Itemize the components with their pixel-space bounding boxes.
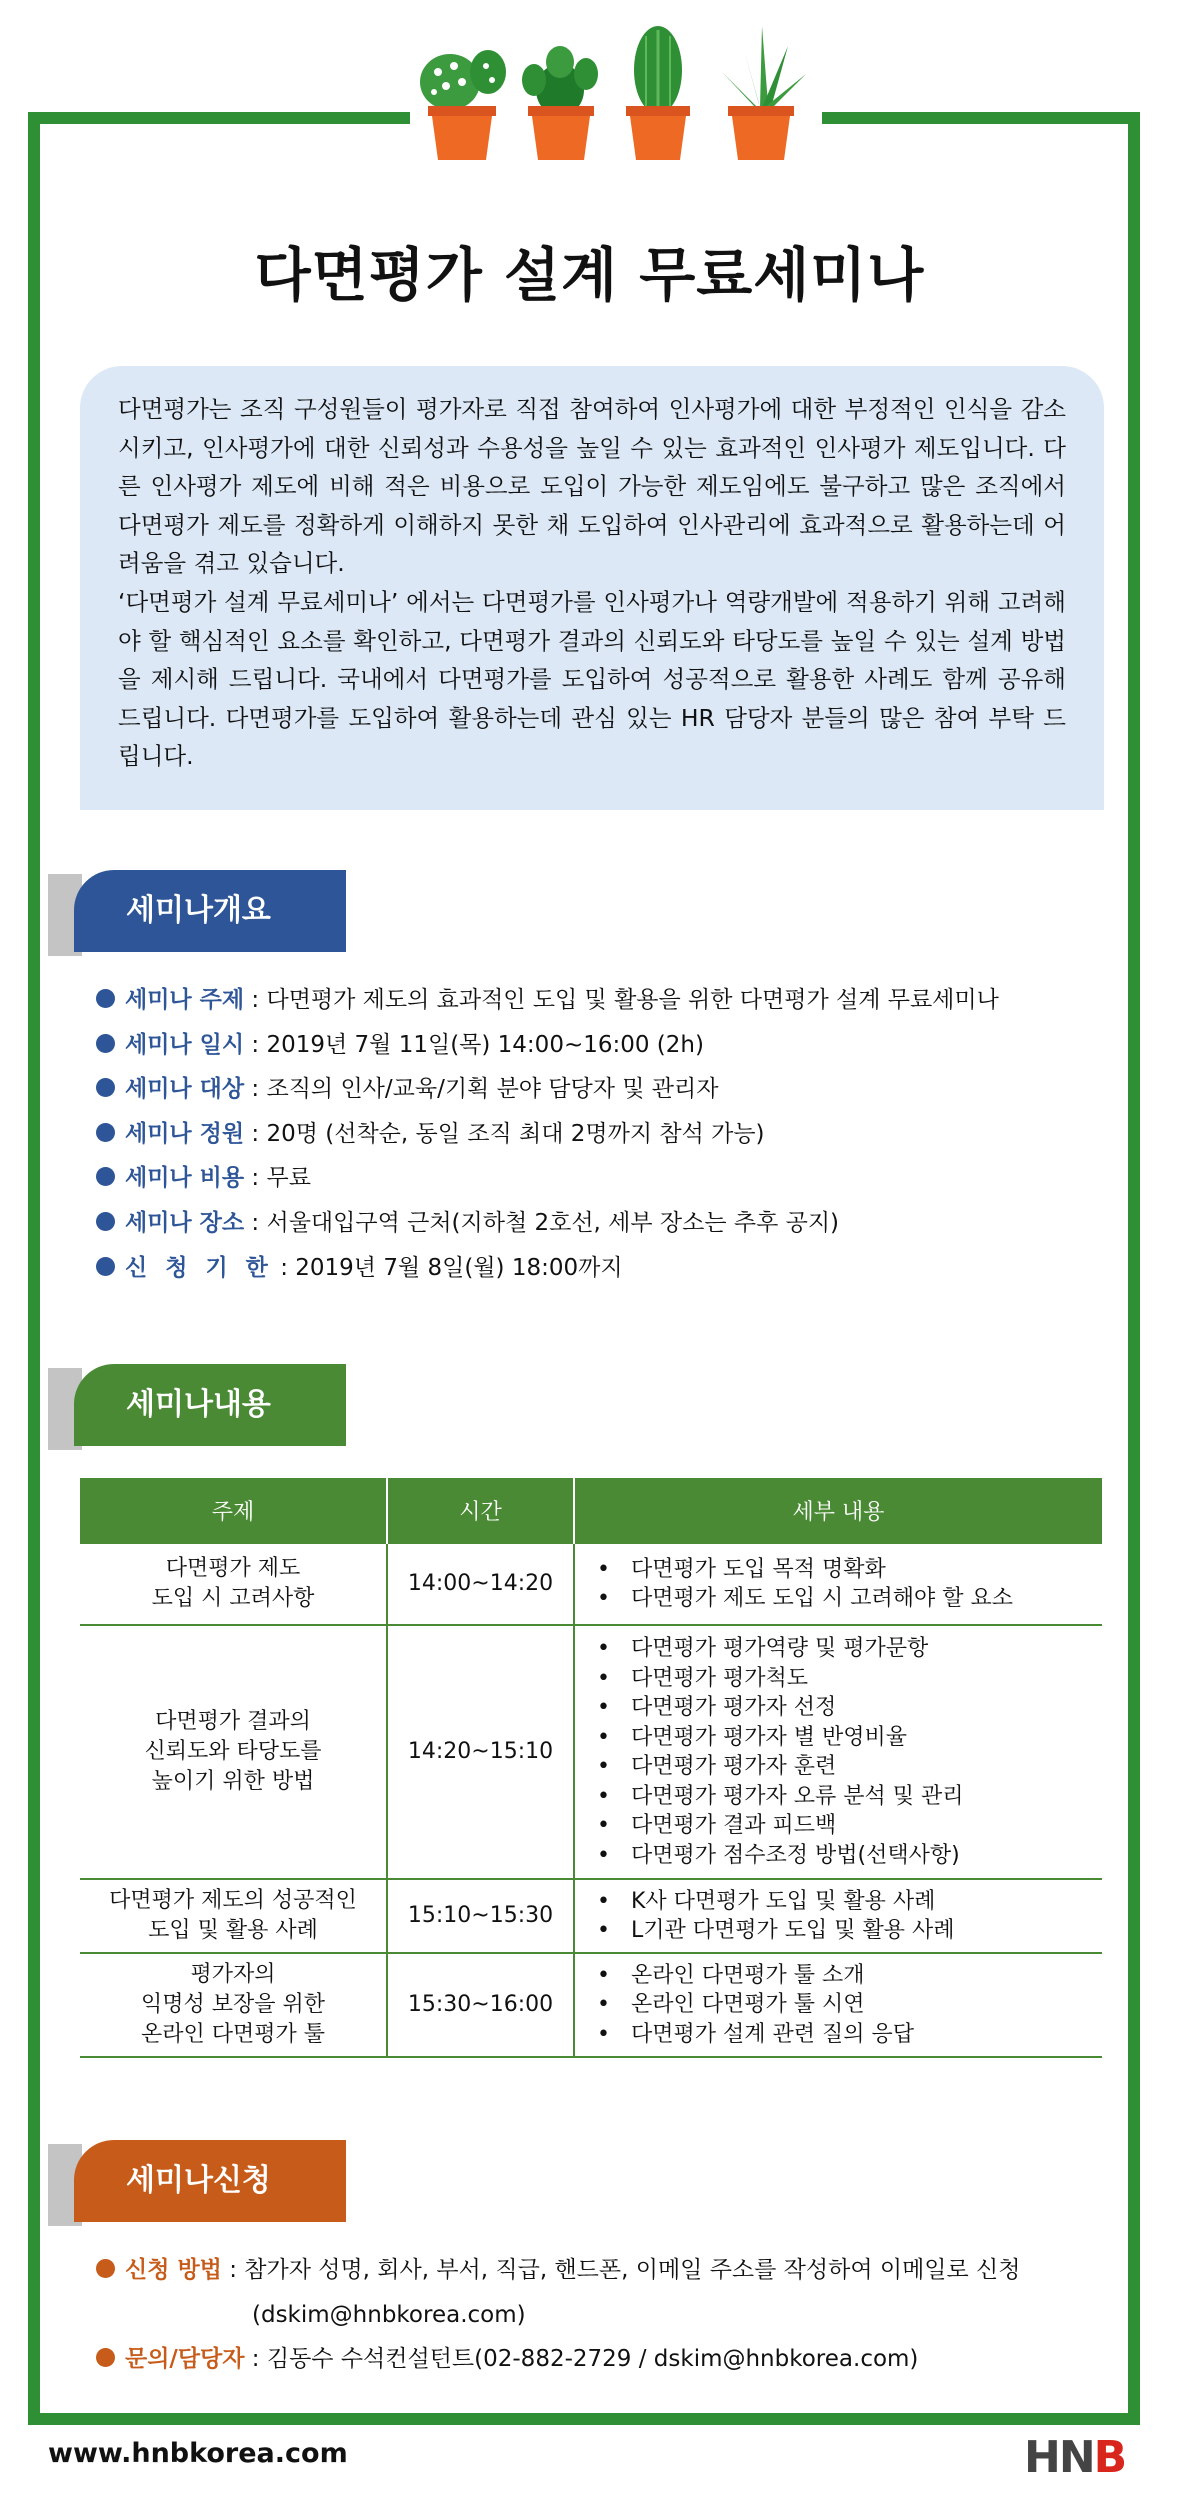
list-item: • 다면평가 제도 도입 시 고려해야 할 요소	[597, 1584, 1094, 1614]
time-cell: 14:00~14:20	[387, 1543, 574, 1625]
list-item: • 다면평가 평가자 훈련	[597, 1752, 1094, 1782]
cactus-2-icon	[522, 46, 598, 160]
section-header-apply	[48, 2140, 348, 2226]
item-value: : 20명 (선착순, 동일 조직 최대 2명까지 참석 가능)	[244, 1120, 765, 1147]
time-cell: 15:10~15:30	[387, 1879, 574, 1953]
list-item: • 다면평가 평가자 별 반영비율	[597, 1723, 1094, 1753]
overview-item-location	[96, 1201, 999, 1246]
item-value: : 2019년 7월 8일(월) 18:00까지	[272, 1254, 623, 1281]
website-link[interactable]: www.hnbkorea.com	[48, 2438, 348, 2469]
item-label: 세미나 일시	[125, 1031, 245, 1058]
table-row	[80, 1953, 1102, 2057]
details-cell	[574, 1879, 1102, 1953]
list-item: • 다면평가 평가자 오류 분석 및 관리	[597, 1782, 1094, 1812]
item-label: 세미나 주제	[125, 987, 245, 1013]
topic-cell: 다면평가 제도의 성공적인 도입 및 활용 사례	[80, 1879, 387, 1953]
apply-list	[96, 2248, 1020, 2382]
overview-list	[96, 978, 999, 1290]
section-header-content	[48, 1364, 348, 1450]
table-row	[80, 1543, 1102, 1625]
bullet-icon	[96, 1257, 115, 1276]
section-title: 세미나신청	[74, 2140, 346, 2222]
item-label: 세미나 정원	[125, 1120, 245, 1147]
item-value: : 서울대입구역 근처(지하철 2호선, 세부 장소는 추후 공지)	[244, 1209, 840, 1236]
bullet-icon	[96, 1167, 115, 1186]
cactus-1-icon	[420, 50, 506, 160]
bullet-icon	[96, 989, 115, 1008]
list-item: • 온라인 다면평가 툴 시연	[597, 1990, 1094, 2020]
overview-item-capacity	[96, 1112, 999, 1157]
item-label: 세미나 대상	[125, 1076, 245, 1103]
item-value: : 다면평가 제도의 효과적인 도입 및 활용을 위한 다면평가 설계 무료세미나	[244, 987, 999, 1013]
overview-item-cost	[96, 1156, 999, 1201]
item-label: 세미나 비용	[125, 1165, 245, 1192]
topic-cell: 다면평가 결과의 신뢰도와 타당도를 높이기 위한 방법	[80, 1625, 387, 1879]
list-item: • 다면평가 점수조정 방법(선택사항)	[597, 1841, 1094, 1871]
bullet-icon	[96, 2348, 115, 2367]
section-header-overview	[48, 870, 348, 956]
list-item: • 다면평가 도입 목적 명확화	[597, 1555, 1094, 1585]
details-cell	[574, 1625, 1102, 1879]
item-value: : 김동수 수석컨설턴트(02-882-2729 / dskim@hnbkorea.com)	[244, 2346, 919, 2373]
list-item: • K사 다면평가 도입 및 활용 사례	[597, 1887, 1094, 1917]
hnb-logo: HNB	[1024, 2432, 1126, 2483]
details-cell	[574, 1953, 1102, 2057]
list-item: • 다면평가 설계 관련 질의 응답	[597, 2020, 1094, 2050]
overview-item-topic	[96, 978, 999, 1023]
item-label: 문의/담당자	[125, 2346, 245, 2373]
cactus-illustration	[410, 20, 822, 170]
schedule-table	[80, 1478, 1102, 2058]
bullet-icon	[96, 1078, 115, 1097]
column-header-time: 시간	[387, 1478, 574, 1543]
item-label: 신청 방법	[125, 2257, 222, 2283]
column-header-details: 세부 내용	[574, 1478, 1102, 1543]
apply-item-contact	[96, 2337, 1020, 2382]
item-value: : 조직의 인사/교육/기획 분야 담당자 및 관리자	[244, 1076, 719, 1103]
list-item: • 다면평가 평가자 선정	[597, 1693, 1094, 1723]
topic-cell: 다면평가 제도 도입 시 고려사항	[80, 1543, 387, 1625]
cactus-4-icon	[722, 26, 806, 160]
bullet-icon	[96, 1123, 115, 1142]
apply-item-method	[96, 2248, 1020, 2293]
list-item: • 다면평가 평가척도	[597, 1664, 1094, 1694]
item-value: : 참가자 성명, 회사, 부서, 직급, 핸드폰, 이메일 주소를 작성하여 이메일로 신청	[221, 2257, 1021, 2283]
overview-item-audience	[96, 1067, 999, 1112]
apply-email-link[interactable]: (dskim@hnbkorea.com)	[252, 2301, 526, 2328]
column-header-topic: 주제	[80, 1478, 387, 1543]
list-item: • 온라인 다면평가 툴 소개	[597, 1961, 1094, 1991]
bullet-icon	[96, 2259, 115, 2278]
topic-cell: 평가자의 익명성 보장을 위한 온라인 다면평가 툴	[80, 1953, 387, 2057]
page-title: 다면평가 설계 무료세미나	[254, 241, 925, 309]
section-title: 세미나내용	[74, 1364, 346, 1446]
intro-box	[80, 366, 1104, 810]
table-row	[80, 1625, 1102, 1879]
details-cell	[574, 1543, 1102, 1625]
list-item: • 다면평가 결과 피드백	[597, 1811, 1094, 1841]
item-label: 신 청 기 한	[125, 1254, 273, 1281]
item-value: : 2019년 7월 11일(목) 14:00~16:00 (2h)	[244, 1031, 704, 1058]
intro-paragraph-2: ‘다면평가 설계 무료세미나’ 에서는 다면평가를 인사평가나 역량개발에 적용하기 위해 고려해야 할 핵심적인 요소를 확인하고, 다면평가 결과의 신뢰도와 타당도를 높일 수 있는 설계 방법을 제시해 드립니다. 국내에서 다면평가를 도입하여 성공적으로 활용한 사례도 함께 공유해 드립니다. 다면평가를 도입하여 활용하는데 관심 있는 HR 담당자 분들의 많은 참여 부탁 드립니다.	[118, 587, 1066, 771]
time-cell: 14:20~15:10	[387, 1625, 574, 1879]
bullet-icon	[96, 1034, 115, 1053]
item-label: 세미나 장소	[125, 1209, 245, 1236]
table-row	[80, 1879, 1102, 1953]
time-cell: 15:30~16:00	[387, 1953, 574, 2057]
overview-item-deadline	[96, 1246, 999, 1291]
apply-item-email	[96, 2293, 1020, 2338]
list-item: • 다면평가 평가역량 및 평가문항	[597, 1634, 1094, 1664]
list-item: • L기관 다면평가 도입 및 활용 사례	[597, 1916, 1094, 1946]
bullet-icon	[96, 1212, 115, 1231]
intro-paragraph-1: 다면평가는 조직 구성원들이 평가자로 직접 참여하여 인사평가에 대한 부정적인 인식을 감소시키고, 인사평가에 대한 신뢰성과 수용성을 높일 수 있는 효과적인 인사평가 제도입니다. 다른 인사평가 제도에 비해 적은 비용으로 도입이 가능한 제도임에도 불구하고 많은 조직에서 다면평가 제도를 정확하게 이해하지 못한 채 도입하여 인사관리에 효과적으로 활용하는데 어려움을 겪고 있습니다.	[118, 395, 1066, 578]
section-title: 세미나개요	[74, 870, 346, 952]
cactus-3-icon	[626, 26, 690, 160]
overview-item-datetime	[96, 1023, 999, 1068]
item-value: : 무료	[244, 1165, 311, 1192]
